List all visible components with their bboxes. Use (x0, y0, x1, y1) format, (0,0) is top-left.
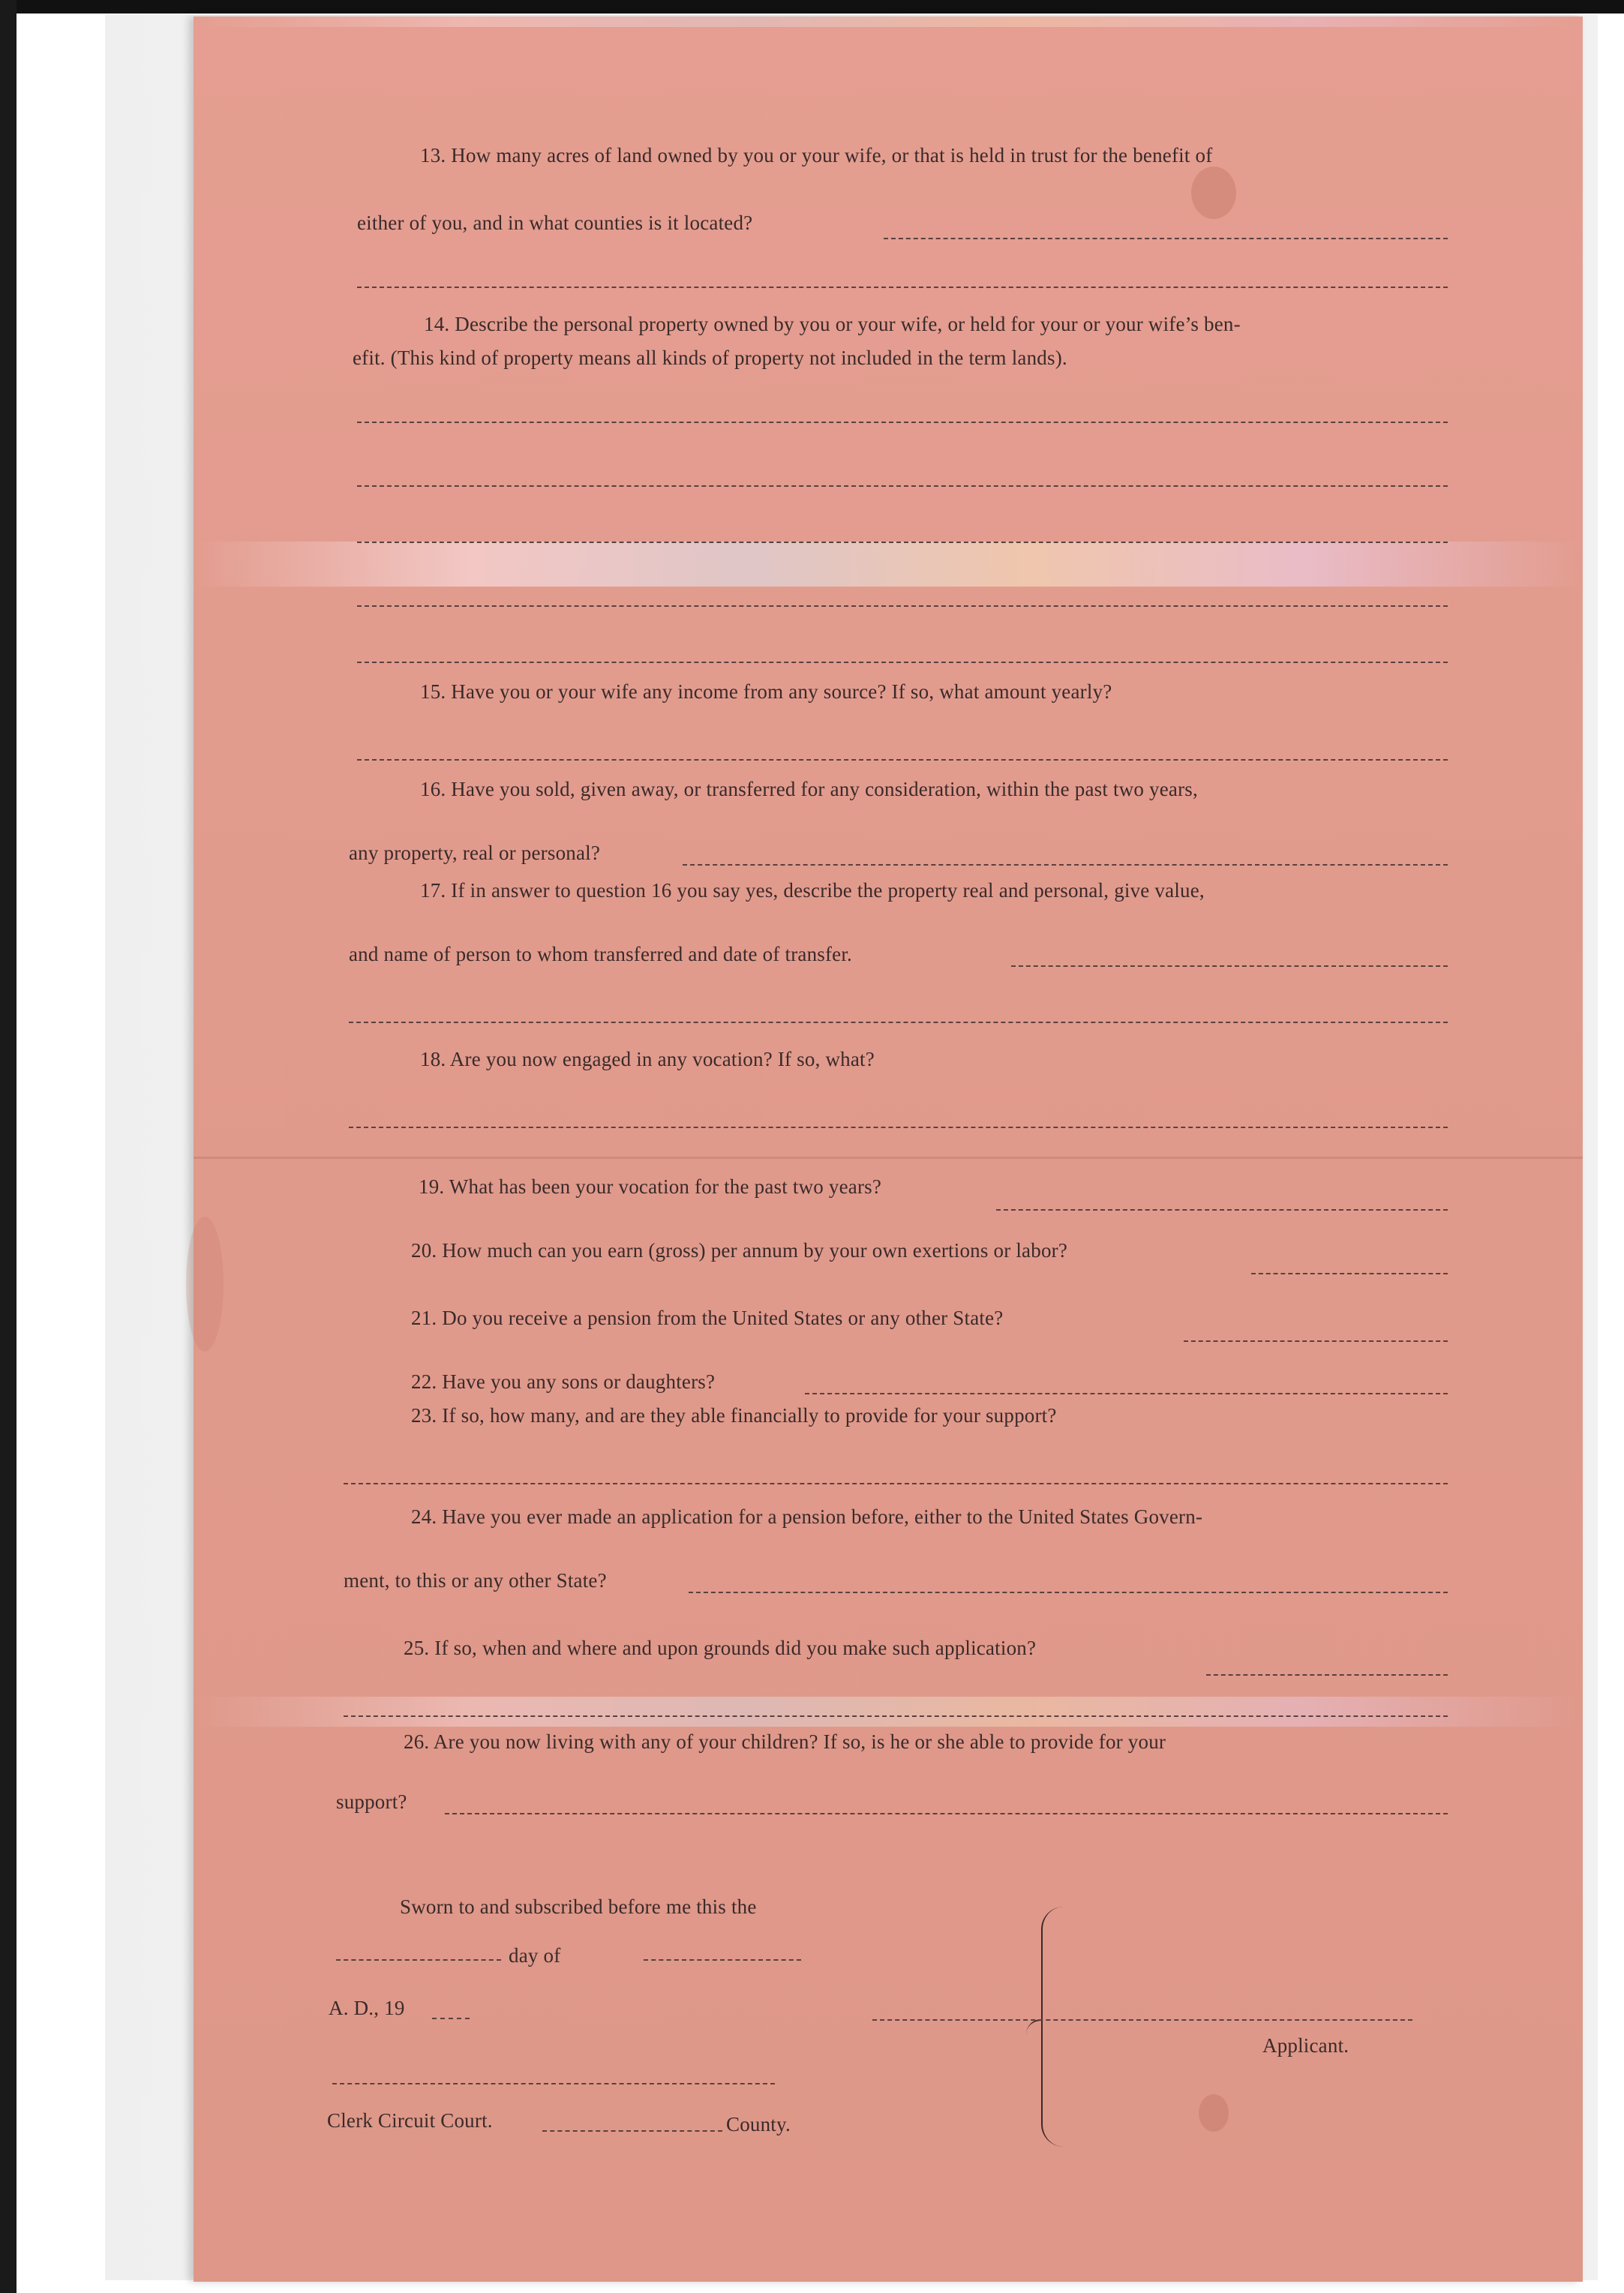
pension-form-page (194, 17, 1583, 2282)
question-25-text: 25. If so, when and where and upon grounds did you make such application? (404, 1637, 1037, 1659)
jurat-day-line[interactable] (336, 1959, 501, 1961)
question-17-text-cont: and name of person to whom transferred and date of transfer. (349, 943, 853, 965)
answer-line[interactable] (1184, 1340, 1448, 1342)
paper-stain (1191, 167, 1236, 219)
jurat-month-line[interactable] (644, 1959, 801, 1961)
answer-line[interactable] (349, 1127, 1448, 1128)
answer-line[interactable] (357, 485, 1448, 487)
bracket (1041, 1907, 1073, 2147)
answer-line[interactable] (357, 759, 1448, 761)
question-19-text: 19. What has been your vocation for the past two years? (419, 1175, 882, 1198)
question-13-text: 13. How many acres of land owned by you or your wife, or that is held in trust for the benefit of (420, 144, 1213, 167)
question-26-text-cont: support? (336, 1790, 407, 1813)
clerk-county-text: County. (726, 2113, 791, 2135)
scan-top-border (0, 0, 1624, 14)
clerk-signature-line[interactable] (332, 2083, 775, 2084)
clerk-county-line[interactable] (542, 2130, 722, 2132)
jurat-year-line[interactable] (432, 2018, 470, 2019)
jurat-day-text: day of (509, 1944, 561, 1967)
jurat-sworn-text: Sworn to and subscribed before me this the (400, 1895, 757, 1918)
answer-line[interactable] (344, 1715, 1448, 1717)
question-24-text-cont: ment, to this or any other State? (344, 1569, 607, 1592)
answer-line[interactable] (689, 1592, 1448, 1593)
question-15-text: 15. Have you or your wife any income from any source? If so, what amount yearly? (420, 680, 1112, 703)
answer-line[interactable] (357, 287, 1448, 288)
answer-line[interactable] (884, 238, 1448, 239)
question-16-text-cont: any property, real or personal? (349, 842, 601, 864)
answer-line[interactable] (1251, 1273, 1448, 1274)
applicant-label: Applicant. (1262, 2034, 1349, 2057)
sleeve-glare (194, 1697, 1583, 1727)
answer-line[interactable] (1206, 1674, 1448, 1676)
answer-line[interactable] (683, 864, 1448, 866)
answer-line[interactable] (357, 605, 1448, 607)
question-24-text: 24. Have you ever made an application for a pension before, either to the United States Govern- (411, 1505, 1203, 1528)
answer-line[interactable] (357, 662, 1448, 663)
answer-line[interactable] (344, 1483, 1448, 1484)
sleeve-glare (194, 17, 1583, 27)
question-21-text: 21. Do you receive a pension from the United States or any other State? (411, 1307, 1004, 1329)
question-13-text-cont: either of you, and in what counties is it located? (357, 212, 753, 234)
answer-line[interactable] (1011, 965, 1448, 967)
answer-line[interactable] (349, 1022, 1448, 1023)
question-23-text: 23. If so, how many, and are they able financially to provide for your support? (411, 1404, 1057, 1427)
paper-stain (1199, 2094, 1229, 2132)
answer-line[interactable] (996, 1209, 1448, 1211)
paper-stain (186, 1217, 224, 1352)
answer-line[interactable] (445, 1813, 1448, 1814)
clerk-circuit-court-text: Clerk Circuit Court. (327, 2109, 493, 2132)
question-22-text: 22. Have you any sons or daughters? (411, 1370, 716, 1393)
sleeve-glare (194, 542, 1583, 587)
question-14-text-cont: efit. (This kind of property means all kinds of property not included in the term lands). (353, 347, 1067, 369)
question-17-text: 17. If in answer to question 16 you say yes, describe the property real and personal, give value, (420, 879, 1205, 902)
answer-line[interactable] (357, 542, 1448, 543)
answer-line[interactable] (357, 422, 1448, 423)
question-20-text: 20. How much can you earn (gross) per annum by your own exertions or labor? (411, 1239, 1068, 1262)
answer-line[interactable] (805, 1393, 1448, 1394)
question-14-text: 14. Describe the personal property owned by you or your wife, or held for your or your wife’s ben- (424, 313, 1241, 335)
applicant-signature-line[interactable] (872, 2019, 1412, 2021)
question-26-text: 26. Are you now living with any of your children? If so, is he or she able to provide for your (404, 1730, 1166, 1753)
jurat-ad-text: A. D., 19 (329, 1997, 405, 2019)
question-18-text: 18. Are you now engaged in any vocation? If so, what? (420, 1048, 875, 1070)
question-16-text: 16. Have you sold, given away, or transferred for any consideration, within the past two years, (420, 778, 1198, 800)
paper-crease (194, 1157, 1583, 1159)
scan-left-border (0, 0, 17, 2293)
